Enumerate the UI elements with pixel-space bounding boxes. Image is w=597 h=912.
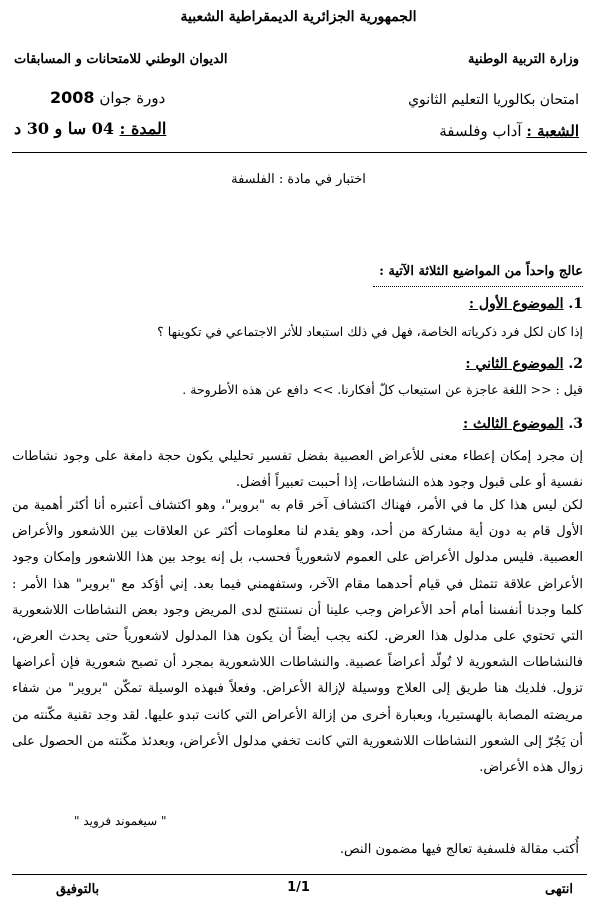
topic-1-question: إذا كان لكل فرد ذكرياته الخاصة، فهل في ذلك استبعاد للأثر الاجتماعي في تكوينها ؟ [157,324,583,339]
topic-3-paragraph-1: إن مجرد إمكان إعطاء معنى للأعراض العصبية بفضل تفسير تحليلي يكون حجة دامغة على وجود نشاطات نفسية أو على قبول وجود هذه النشاطات، إذا أحببت تعبيراً أفضل. [12,449,583,491]
text-author: " سيغموند فرويد " [74,814,167,828]
topic-3-paragraph-2: لكن ليس هذا كل ما في الأمر، فهناك اكتشاف آخر قام به "بروير"، وهو اكتشاف أعتبره أنا أكثر أهمية من الأول قام به دون أية مشاركة من أحد، وهو يقدم لنا معلومات أكثر عن العلاقات بين اللاشعور والأعراض العصبية. فليس مدلول الأعراض على العموم لاشعورياً فحسب، بل إنه يوجد بين هذا اللاشعور وإمكان وجود الأعراض علاقة تتمثل في قيام أحدهما مقام الآخر، وستفهمني فيما بعد. إني أؤكد مع "بروير" هذا الأمر : كلما وجدنا أنفسنا أمام أحد الأعراض وجب علينا أن نستنتج لدى المريض وجود بعض النشاطات اللاشعورية التي تحتوي على مدلول هذا العرض. لكنه يجب أيضاً أن يكون هذا المدلول لاشعورياً حتى يحدث العرض، فالنشاطات الشعورية لا تُولّد أعراضاً عصبية. والنشاطات اللاشعورية بمجرد أن تصبح شعورية فإن أعراضها تزول. فلديك هنا طريق إلى العلاج ووسيلة لإزالة الأعراض. وفعلاً فبهذه الوسيلة تمكّن "بروير" من شفاء مريضته المصابة بالهستيريا، وبعبارة أخرى من إزالة الأعراض التي كانت تبدو عليها. لقد وجد تقنية مكّنته من أن يَجُرّ إلى الشعور النشاطات اللاشعورية التي كانت تخفي مدلول الأعراض، وبعدئذ مكّنته من الحصول على زوال هذه الأعراض. [12,498,583,776]
topic-3-number: 3. [568,416,583,432]
topic-1-number: 1. [568,296,583,312]
track-value: آداب وفلسفة [439,122,522,140]
duration-label: المدة : [119,119,167,138]
ministry-name: وزارة التربية الوطنية [468,52,579,67]
topic-1-heading [469,296,583,312]
session-label: دورة جوان [99,89,166,107]
exam-session [50,88,165,107]
topic-3-title: الموضوع الثالث : [462,416,564,432]
exam-track [439,122,579,140]
page-number: 1/1 [287,880,310,895]
instruction: عالج واحداً من المواضيع الثلاثة الآتية : [379,264,583,279]
footer-end: انتهى [545,882,573,897]
footer-good-luck: بالتوفيق [56,882,100,897]
topic-1-title: الموضوع الأول : [468,296,564,312]
topic-2-question: قيل : << اللغة عاجزة عن استيعاب كلّ أفكارنا. >> دافع عن هذه الأطروحة . [182,382,583,397]
track-label: الشعبة : [526,122,579,140]
duration-value: 04 سا و 30 د [14,119,114,138]
topic-2-heading [465,356,583,372]
session-year: 2008 [50,88,95,107]
topic-2-title: الموضوع الثاني : [465,356,564,372]
exam-name: امتحان بكالوريا التعليم الثانوي [408,92,579,108]
instruction-underline [373,286,583,287]
topic-2-number: 2. [568,356,583,372]
republic-title: الجمهورية الجزائرية الديمقراطية الشعبية [180,9,417,25]
topic-3-heading [463,416,583,432]
subject-title: اختبار في مادة : الفلسفة [231,172,366,187]
topic-3-task: أُكتب مقالة فلسفية تعالج فيها مضمون النص. [339,842,579,857]
exam-duration [14,119,166,138]
footer-divider [12,874,587,875]
exams-office-name: الديوان الوطني للامتحانات و المسابقات [14,52,228,67]
header-divider [12,152,587,153]
